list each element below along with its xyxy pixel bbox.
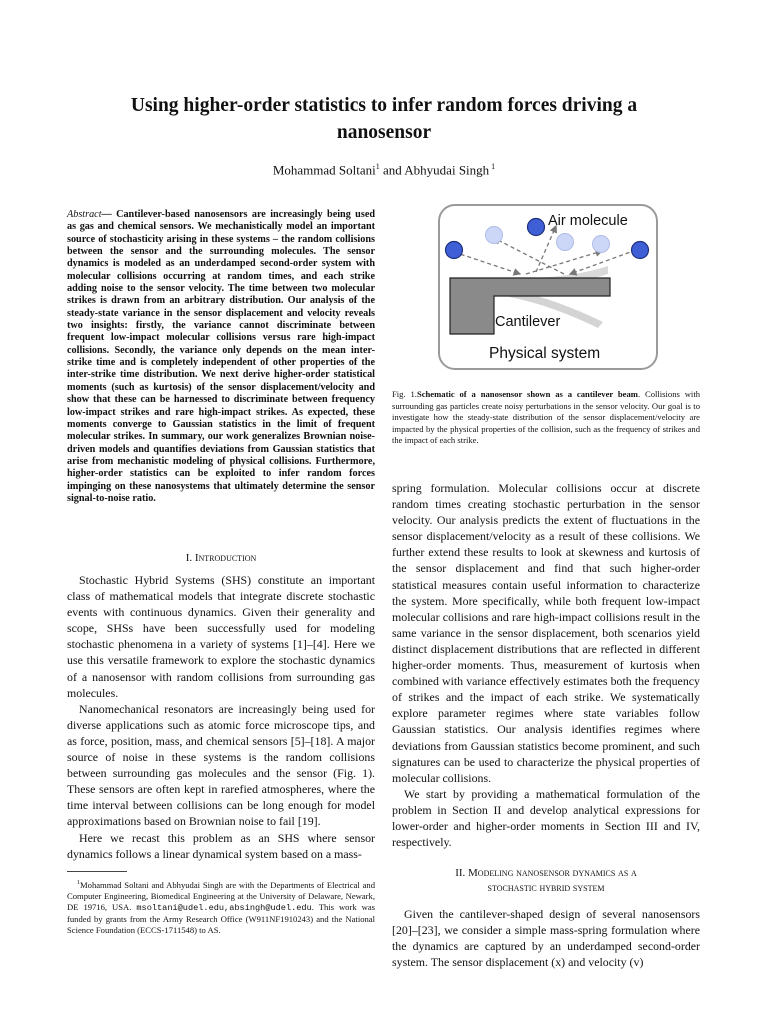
figure-1 bbox=[438, 204, 658, 370]
air-molecule-faded-dot bbox=[557, 234, 574, 251]
affiliation-mark: 1 bbox=[375, 162, 380, 171]
air-molecule-faded-dot bbox=[593, 236, 610, 253]
paragraph: Stochastic Hybrid Systems (SHS) constitute an important class of mathematical models that integrate discrete stochastic events with continuous dynamics. Given their generality and scope, SHSs have been successfully used for modeling stochastic phenomena in a variety of systems [1]–[4]. Here we use this versatile framework to explore the stochastic dynamics of a nanosensor with random collisions from surrounding gas molecules. bbox=[67, 573, 375, 700]
footnote-text: . This work was funded by grants from the Army Research Office (W911NF1910243) and the National Science Foundation (ECCS-1711548) to AS. bbox=[67, 901, 375, 936]
affiliation-mark: 1 bbox=[489, 162, 496, 171]
section-heading-line: II. Modeling nanosensor dynamics as a bbox=[455, 867, 637, 880]
air-molecule-label: Air molecule bbox=[548, 213, 628, 229]
air-molecule-dot bbox=[632, 242, 649, 259]
caption-text: . Collisions with surrounding gas particles create noisy perturbations in the sensor velocity. Our goal is to investigate how the steady-state distribution of the sensor displacement/velocity are impacted by the physical properties of the collision, such as the frequency of strikes and the impact of each strike. bbox=[392, 389, 700, 446]
paragraph: Given the cantilever-shaped design of several nanosensors [20]–[23], we consider a simple mass-spring formulation where the dynamics are captured by an underdamped second-order system. The sensor displacement (x) and velocity (v) bbox=[392, 907, 700, 970]
cantilever-schematic bbox=[438, 204, 658, 370]
abstract-text: Cantilever-based nanosensors are increasingly being used as gas and chemical sensors. We mechanistically model an important source of stochasticity arising in these systems – the random collisions between the sensor and the surrounding molecules. The sensor dynamics is modeled as an underdamped second-order system with molecular collisions occurring at random times, and each strike adding noise to the sensor velocity. The time between two molecular strikes is drawn from an arbitrary distribution. Our analysis of the steady-state variance in the sensor displacement and velocity reveals two insights: firstly, the variance cannot discriminate between frequent low-impact molecular collisions versus rare high-impact collisions. Secondly, the variance only depends on the mean inter-strike time and is completely independent of other properties of the inter-strike time distribution. We next derive higher-order statistical moments (such as kurtosis) of the sensor displacement/velocity and show that these can be harnessed to discriminate between frequency low-impact strikes and rare high-impact strikes. As expected, these moments converge to Gaussian statistics in the limit of frequent molecular strikes. In summary, our work generalizes Brownian noise-driven models and quantifies deviations from Gaussian statistics that arise from mechanistic modeling of physical collisions. Furthermore, higher-order statistics can be exploited to infer random forces impinging on these nanosystems that ultimately determine the sensor signal-to-noise ratio. bbox=[67, 209, 376, 504]
section-heading bbox=[392, 866, 700, 896]
introduction-section bbox=[67, 551, 375, 862]
section-heading: I. Introduction bbox=[185, 552, 257, 564]
footnote-divider bbox=[67, 871, 127, 872]
paper-title: Using higher-order statistics to infer random forces driving a nanosensor bbox=[130, 95, 638, 143]
right-column-text bbox=[392, 480, 700, 971]
paragraph: We start by providing a mathematical formulation of the problem in Section II and develop analytical expressions for lower-order and higher-order moments in Section III and IV, respectively. bbox=[392, 786, 700, 850]
paragraph: Nanomechanical resonators are increasingly being used for diverse applications such as atomic force microscope tips, and as force, position, mass, and chemical sensors [5]–[18]. A major source of noise in these systems is the random collisions between surrounding gas molecules and the sensor (Fig. 1). These sensors are often kept in rarefied atmospheres, where the time interval between collisions can be long enough for model approximations based on Brownian noise to fail [19]. bbox=[67, 701, 375, 829]
footnote-text: Mohammad Soltani and Abhyudai Singh are with the Departments of Electrical and Computer Engineering, Biomedical Engineering at the University of Delaware, Newark, DE 19716, USA. bbox=[67, 879, 375, 912]
air-molecule-dot bbox=[446, 242, 463, 259]
abstract-dash: — bbox=[101, 209, 117, 220]
cantilever-label: Cantilever bbox=[495, 314, 561, 330]
footnote-emails: msoltani@udel.edu,absingh@udel.edu bbox=[136, 902, 312, 913]
paragraph: Here we recast this problem as an SHS where sensor dynamics follows a linear dynamical system based on a mass- bbox=[67, 830, 375, 861]
air-molecule-dot bbox=[528, 219, 545, 236]
section-heading-line: stochastic hybrid system bbox=[487, 882, 605, 895]
caption-prefix: Fig. 1. bbox=[392, 389, 417, 399]
author-name: Abhyudai Singh bbox=[404, 162, 490, 178]
abstract-label: Abstract bbox=[67, 209, 102, 220]
paragraph: spring formulation. Molecular collisions occur at discrete random times creating stochastic perturbation in the sensor velocity. Our analysis predicts the extent of fluctuations in the sensor displacement/velocity as a result of these collisions. We further extend these results to look at skewness and kurtosis of the sensor displacement and find that such higher-order statistical measures contain useful information to characterize the system. More specifically, while both frequent low-impact molecular collisions and rare high-impact collisions result in the same variance in the sensor displacement, both scenarios yield distinct displacement distributions that are reflected in different higher-order moments. Thus, measurement of kurtosis when combined with variance effectively estimates both the frequency of strikes and the impact of each strike. We systematically explore parameter regimes where state variables follow Gaussian statistics. Our analysis identifies regimes where deviations from Gaussian statistics become prominent, and such signatures can be used to characterize the physical properties of molecular collisions. bbox=[392, 481, 700, 785]
author-connector: and bbox=[379, 162, 405, 178]
air-molecule-faded-dot bbox=[486, 227, 503, 244]
physical-system-label: Physical system bbox=[489, 345, 601, 362]
author-line bbox=[0, 162, 768, 178]
footnote-mark: 1 bbox=[77, 880, 80, 886]
abstract bbox=[67, 209, 375, 505]
author-name: Mohammad Soltani bbox=[272, 162, 376, 178]
figure-caption bbox=[392, 389, 700, 447]
footnote bbox=[67, 878, 375, 936]
caption-title: Schematic of a nanosensor shown as a cantilever beam bbox=[416, 389, 638, 399]
